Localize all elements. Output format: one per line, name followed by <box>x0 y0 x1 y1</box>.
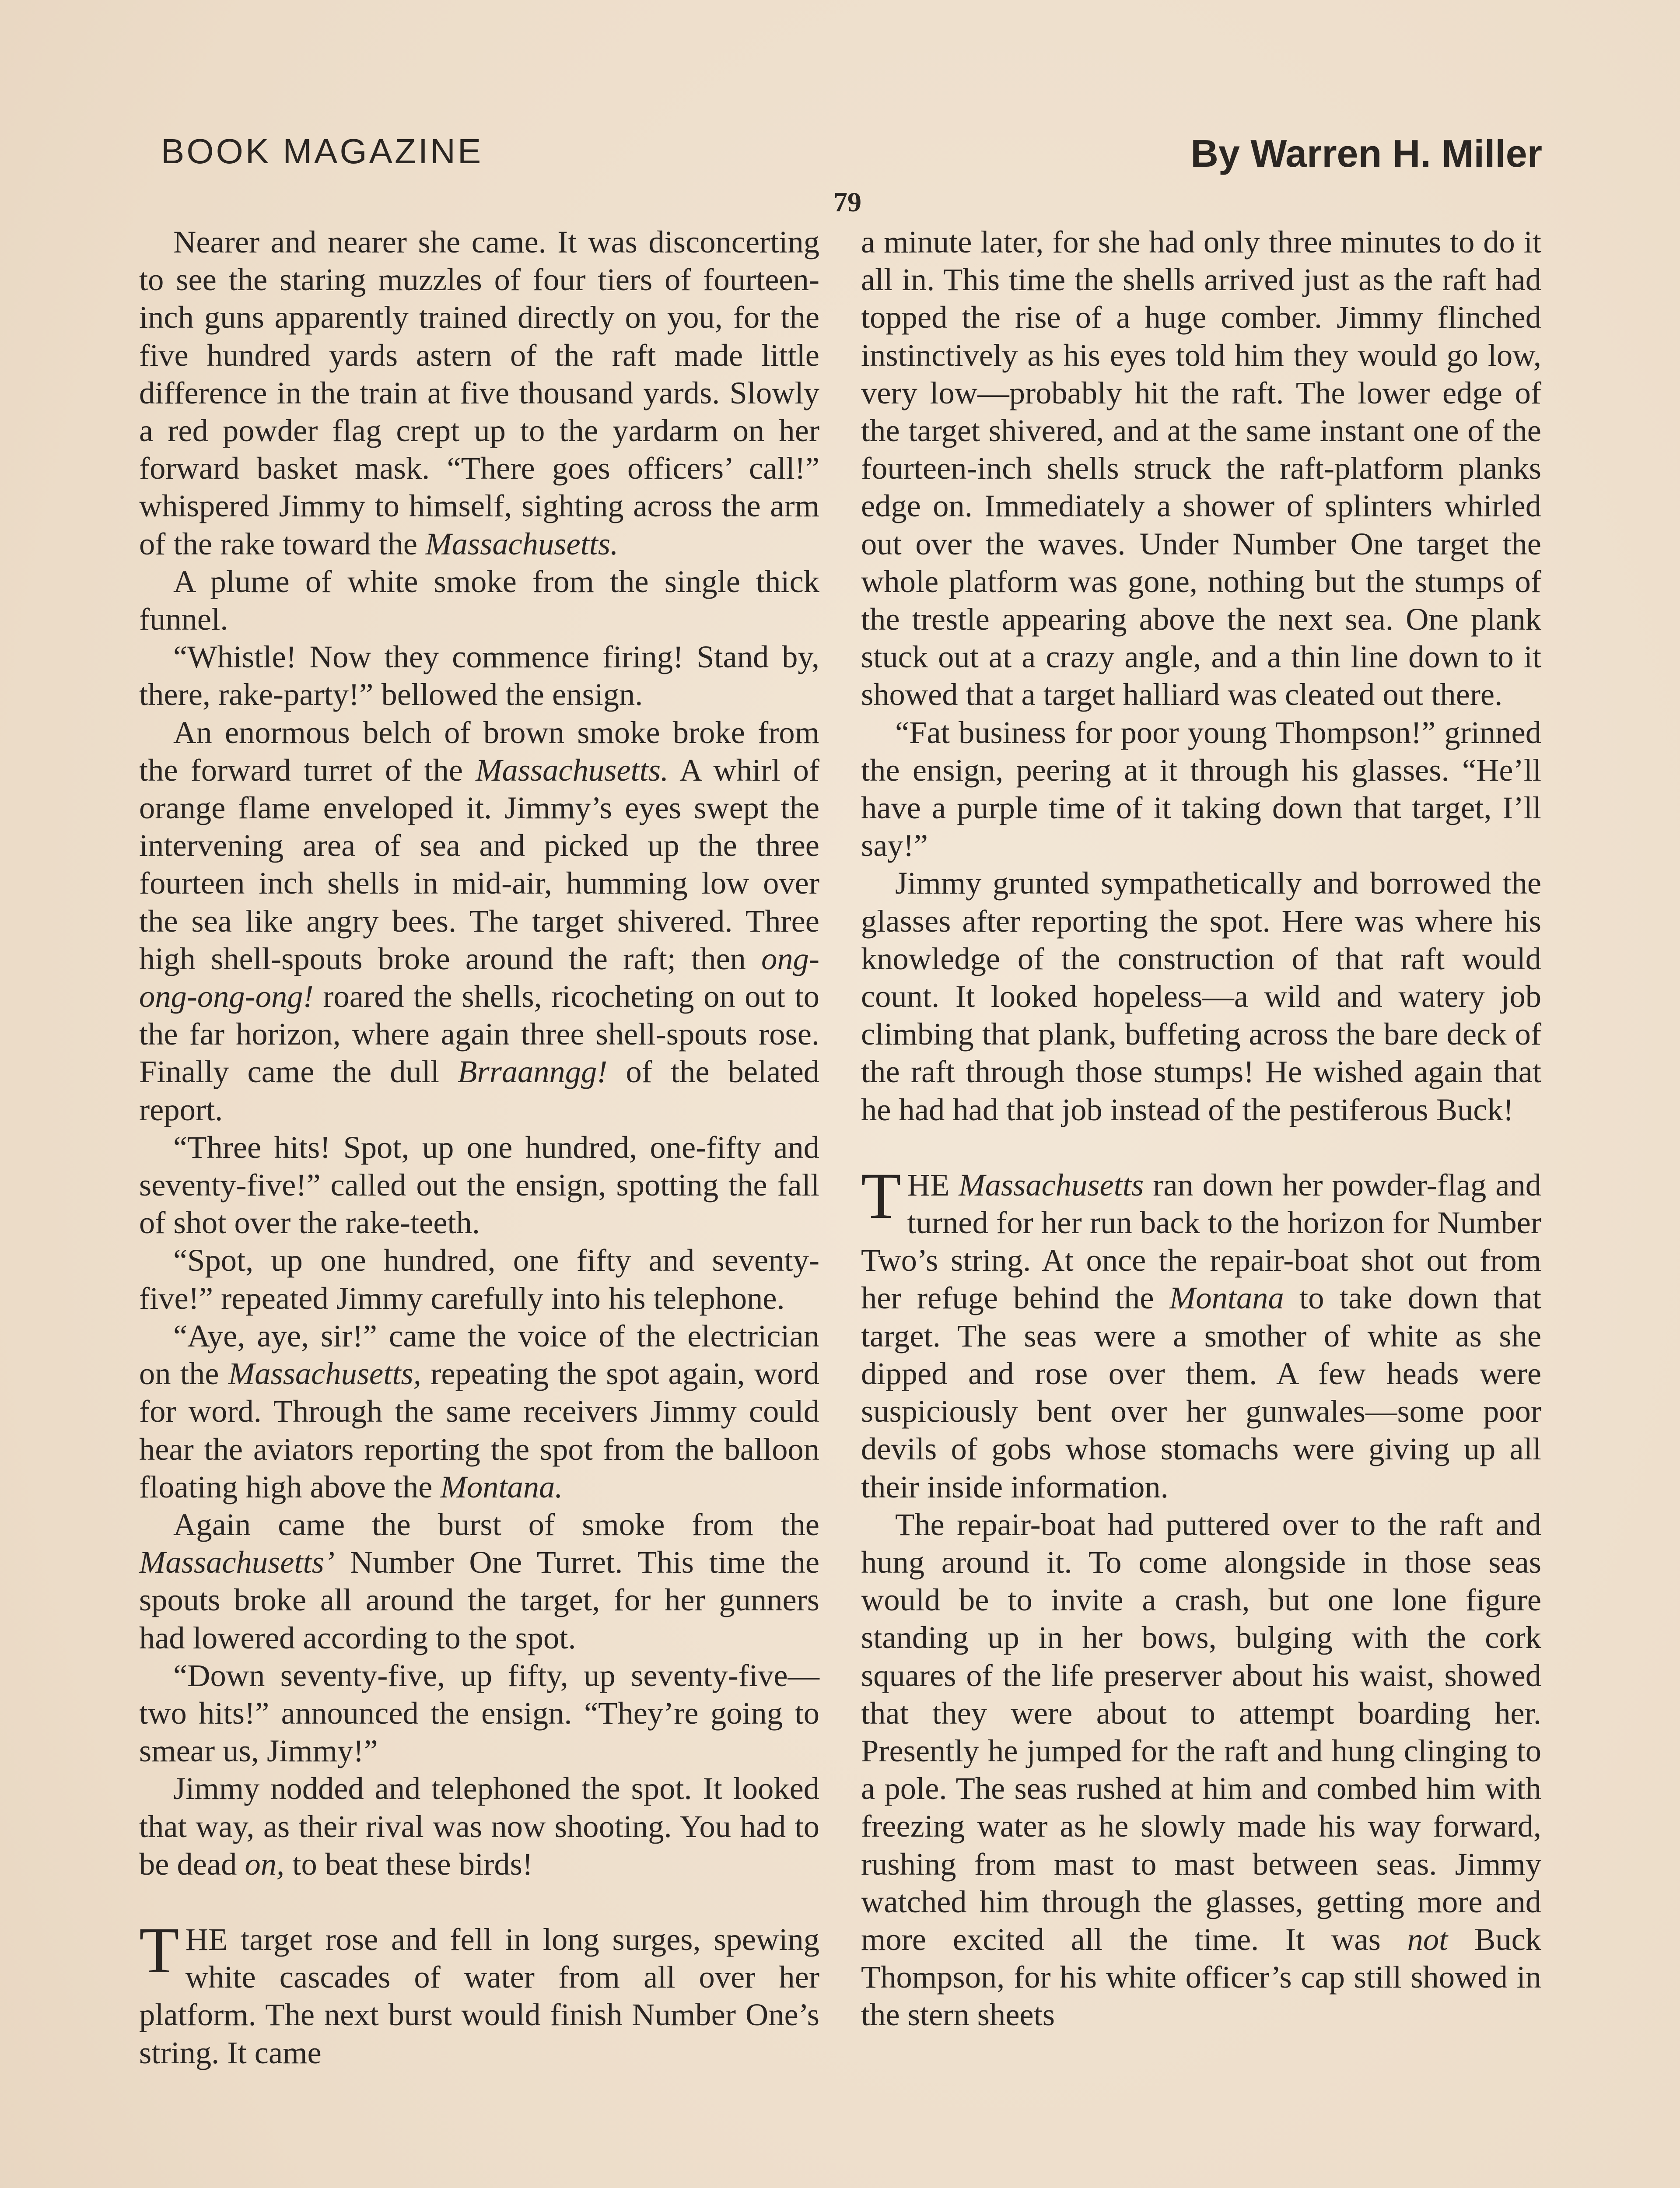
author-byline: By Warren H. Miller <box>1190 132 1542 175</box>
ship-name: Massachusetts <box>959 1167 1144 1203</box>
magazine-title: BOOK MAGAZINE <box>161 132 483 171</box>
paragraph: “Spot, up one hundred, one fifty and seventy-five!” repeated Jimmy carefully into his telephone. <box>139 1242 819 1316</box>
paragraph: Nearer and nearer she came. It was disconcerting to see the staring muzzles of four tiers of fourteen-inch guns apparently trained directly on you, for the five hundred yards astern of the raft made little difference in the train at five thousand yards. Slowly a red powder flag crept up to the yardarm on her forward basket mask. “There goes officers’ call!” whispered Jimmy to himself, sighting across the arm of the rake toward the Massachusetts. <box>139 224 819 561</box>
left-column <box>139 223 819 2072</box>
ship-name: Montana <box>1169 1280 1284 1316</box>
right-column <box>861 223 1541 2034</box>
drop-cap: T <box>861 1159 901 1232</box>
paragraph: “Whistle! Now they commence firing! Stand by, there, rake-party!” bellowed the ensign. <box>139 639 819 712</box>
ship-name: Massachusetts. <box>425 526 619 561</box>
ship-name: Montana. <box>440 1469 563 1504</box>
section-paragraph: THE Massachusetts ran down her powder-flag and turned for her run back to the horizon for Number Two’s string. At once the repair-boat shot out from her refuge behind the Montana to take down that target. The seas were a smother of white as she dipped and rose over them. A few heads were suspiciously bent over her gunwales—some poor devils of gobs whose stomachs were giving up all their inside information. <box>861 1159 1541 1504</box>
emphasis: not <box>1407 1921 1448 1957</box>
ship-name: Massachusetts’ <box>139 1544 335 1580</box>
paragraph: The repair-boat had puttered over to the raft and hung around it. To come alongside in those seas would be to invite a crash, but one lone figure standing up in her bows, bulging with the cork squares of the life preserver about his waist, showed that they were about to attempt boarding her. Presently he jumped for the raft and hung clinging to a pole. The seas rushed at him and combed him with freezing water as he slowly made his way forward, rushing from mast to mast between seas. Jimmy watched him through the glasses, getting more and more excited all the time. It was not Buck Thompson, for his white officer’s cap still showed in the stern sheets <box>861 1506 1541 2033</box>
sound-effect: ong-ong-ong-ong! <box>139 940 819 1014</box>
sound-effect: Brraanngg! <box>458 1054 608 1090</box>
paragraph: Jimmy nodded and telephoned the spot. It looked that way, as their rival was now shooting. You had to be dead on, to beat these birds! <box>139 1771 819 1882</box>
paragraph: A plume of white smoke from the single thick funnel. <box>139 563 819 637</box>
ship-name: Massachusetts. <box>476 752 669 788</box>
paragraph: “Three hits! Spot, up one hundred, one-fifty and seventy-five!” called out the ensign, spotting the fall of shot over the rake-teeth. <box>139 1129 819 1241</box>
emphasis: on, <box>245 1846 285 1882</box>
drop-cap: T <box>139 1914 179 1987</box>
paragraph: Again came the burst of smoke from the Massachusetts’ Number One Turret. This time the spouts broke all around the target, for her gunners had lowered according to the spot. <box>139 1506 819 1655</box>
paragraph: “Aye, aye, sir!” came the voice of the electrician on the Massachusetts, repeating the spot again, word for word. Through the same receivers Jimmy could hear the aviators reporting the spot from the balloon floating high above the Montana. <box>139 1318 819 1504</box>
paragraph: “Fat business for poor young Thompson!” grinned the ensign, peering at it through his glasses. “He’ll have a purple time of it taking down that target, I’ll say!” <box>861 714 1541 863</box>
paragraph: a minute later, for she had only three minutes to do it all in. This time the shells arrived just as the raft had topped the rise of a huge comber. Jimmy flinched instinctively as his eyes told him they would go low, very low—probably hit the raft. The lower edge of the target shivered, and at the same instant one of the fourteen-inch shells struck the raft-platform planks edge on. Immediately a shower of splinters whirled out over the waves. Under Number One target the whole platform was gone, nothing but the stumps of the trestle appearing above the next sea. One plank stuck out at a crazy angle, and a thin line down to it showed that a target halliard was cleated out there. <box>861 224 1541 712</box>
page-number: 79 <box>833 186 861 217</box>
section-paragraph: THE target rose and fell in long surges, spewing white cascades of water from all over her platform. The next burst would finish Number One’s string. It came <box>139 1914 819 2070</box>
ship-name: Massachusetts, <box>228 1356 421 1392</box>
paragraph: Jimmy grunted sympathetically and borrowed the glasses after reporting the spot. Here was where his knowledge of the construction of that raft would count. It looked hopeless—a wild and watery job climbing that plank, buffeting across the bare deck of the raft through those stumps! He wished again that he had had that job instead of the pestiferous Buck! <box>861 865 1541 1127</box>
paragraph: “Down seventy-five, up fifty, up seventy-five—two hits!” announced the ensign. “They’re going to smear us, Jimmy!” <box>139 1657 819 1769</box>
paragraph: An enormous belch of brown smoke broke from the forward turret of the Massachusetts. A whirl of orange flame enveloped it. Jimmy’s eyes swept the intervening area of sea and picked up the three fourteen inch shells in mid-air, humming low over the sea like angry bees. The target shivered. Three high shell-spouts broke around the raft; then ong-ong-ong-ong! roared the shells, ricocheting on out to the far horizon, where again three shell-spouts rose. Finally came the dull Brraanngg! of the belated report. <box>139 714 819 1127</box>
